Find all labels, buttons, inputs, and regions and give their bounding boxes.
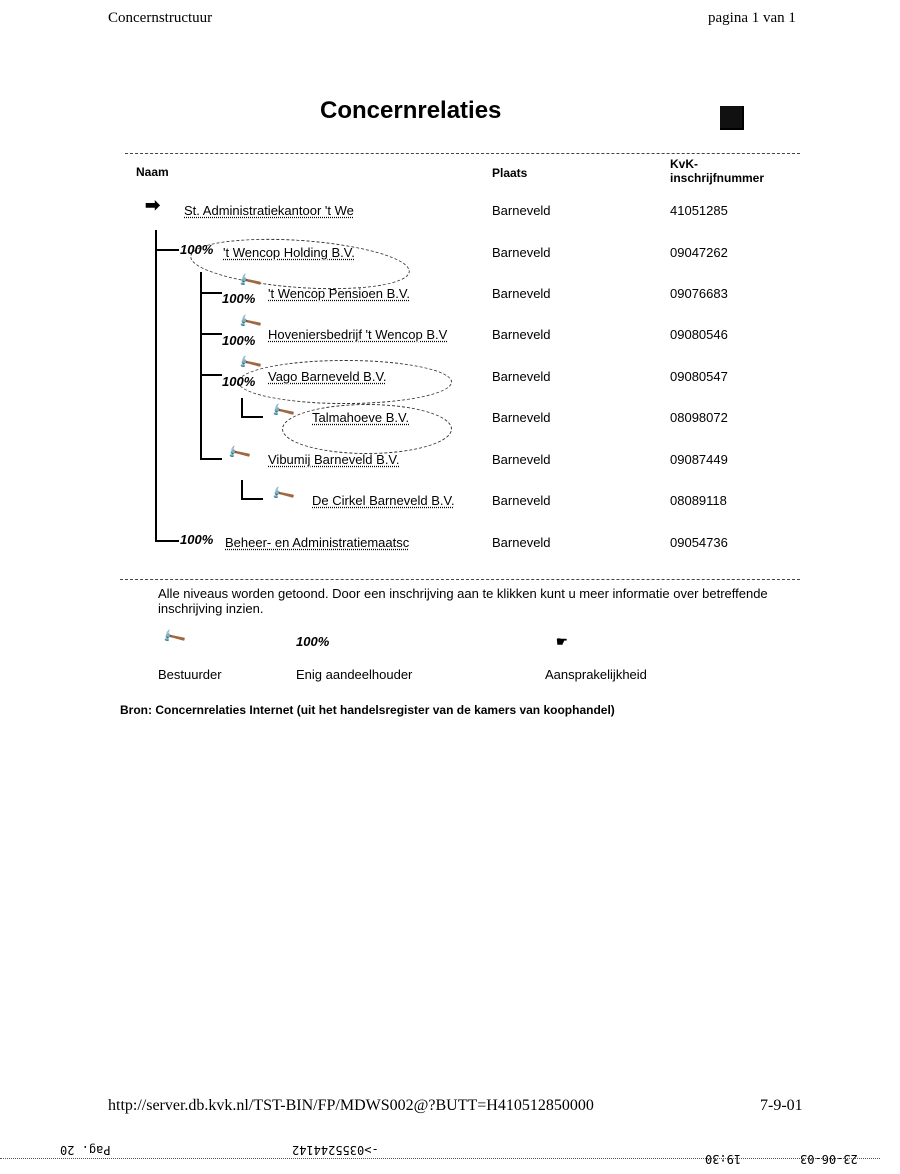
place-cell: Barneveld: [492, 452, 551, 467]
place-cell: Barneveld: [492, 245, 551, 260]
legend-label-shareholder: Enig aandeelhouder: [296, 667, 413, 682]
shareholder-pct: 100%: [180, 242, 214, 257]
kvk-cell: 09047262: [670, 245, 728, 260]
company-link[interactable]: Beheer- en Administratiemaatsc: [225, 535, 410, 550]
divider: [125, 153, 800, 154]
tree-line: [241, 398, 243, 418]
kvk-cell: 08089118: [670, 493, 727, 508]
doc-header-title: Concernstructuur: [108, 10, 213, 26]
page-title: Concernrelaties: [320, 97, 502, 124]
kvk-cell: 09087449: [670, 452, 728, 467]
director-icon: 🔨: [270, 399, 297, 426]
tree-line: [241, 498, 263, 500]
place-cell: Barneveld: [492, 410, 551, 425]
col-header-plaats: Plaats: [492, 166, 528, 180]
place-cell: Barneveld: [492, 493, 551, 508]
kvk-cell: 09080546: [670, 327, 728, 342]
director-icon: 🔨: [237, 269, 264, 296]
fax-time: 19:30: [705, 1152, 742, 1166]
col-header-kvk-line1: KvK-: [670, 157, 699, 171]
info-note: Alle niveaus worden getoond. Door een inschrijving aan te klikken kunt u meer informatie over betreffende inschrijving inzien.: [158, 586, 768, 616]
col-header-naam: Naam: [136, 165, 169, 179]
kvk-cell: 09080547: [670, 369, 728, 384]
tree-line: [155, 249, 179, 251]
kvk-cell: 41051285: [670, 203, 728, 218]
arrow-icon: ➡: [145, 195, 161, 215]
tree-line: [200, 458, 222, 460]
company-link[interactable]: Hoveniersbedrijf 't Wencop B.V: [268, 327, 448, 342]
legend-shareholder-symbol: 100%: [296, 634, 330, 649]
tree-line: [155, 230, 157, 542]
kvk-cell: 09076683: [670, 286, 728, 301]
footer-date: 7-9-01: [760, 1097, 803, 1114]
company-link[interactable]: 't Wencop Pensioen B.V.: [268, 286, 410, 301]
divider: [120, 579, 800, 580]
place-cell: Barneveld: [492, 535, 551, 550]
liability-icon: ☛: [556, 634, 568, 649]
tree-line: [155, 540, 179, 542]
shareholder-pct: 100%: [180, 532, 214, 547]
source-note: Bron: Concernrelaties Internet (uit het handelsregister van de kamers van koophandel): [120, 703, 615, 717]
place-cell: Barneveld: [492, 203, 551, 218]
kvk-cell: 08098072: [670, 410, 728, 425]
footer-url: http://server.db.kvk.nl/TST-BIN/FP/MDWS002@?BUTT=H410512850000: [108, 1097, 594, 1114]
place-cell: Barneveld: [492, 327, 551, 342]
fax-dotted-line: [0, 1158, 880, 1159]
company-link[interactable]: Talmahoeve B.V.: [312, 410, 410, 425]
fax-number: ->0355244142: [292, 1143, 379, 1157]
page-indicator: pagina 1 van 1: [708, 10, 796, 26]
tree-line: [200, 374, 222, 376]
place-cell: Barneveld: [492, 286, 551, 301]
director-icon: 🔨: [237, 310, 264, 337]
company-link[interactable]: Vago Barneveld B.V.: [268, 369, 387, 384]
director-icon: 🔨: [161, 625, 188, 652]
company-link[interactable]: De Cirkel Barneveld B.V.: [312, 493, 455, 508]
legend-label-liability: Aansprakelijkheid: [545, 667, 647, 682]
company-link[interactable]: 't Wencop Holding B.V.: [223, 245, 355, 260]
fax-page: Pag. 20: [60, 1143, 111, 1157]
place-cell: Barneveld: [492, 369, 551, 384]
kvk-logo-icon: [720, 106, 744, 130]
tree-line: [241, 416, 263, 418]
company-link[interactable]: Vibumij Barneveld B.V.: [268, 452, 400, 467]
kvk-cell: 09054736: [670, 535, 728, 550]
shareholder-pct: 100%: [222, 291, 256, 306]
company-link[interactable]: St. Administratiekantoor 't We: [184, 203, 354, 218]
director-icon: 🔨: [237, 351, 264, 378]
tree-line: [241, 480, 243, 500]
legend-label-director: Bestuurder: [158, 667, 222, 682]
tree-line: [200, 292, 222, 294]
shareholder-pct: 100%: [222, 333, 256, 348]
director-icon: 🔨: [270, 482, 297, 509]
director-icon: 🔨: [226, 441, 253, 468]
col-header-kvk: [670, 157, 764, 185]
shareholder-pct: 100%: [222, 374, 256, 389]
tree-line: [200, 272, 202, 460]
col-header-kvk-line2: inschrijfnummer: [670, 171, 765, 185]
tree-line: [200, 333, 222, 335]
fax-date: 23-06-03: [800, 1152, 858, 1166]
